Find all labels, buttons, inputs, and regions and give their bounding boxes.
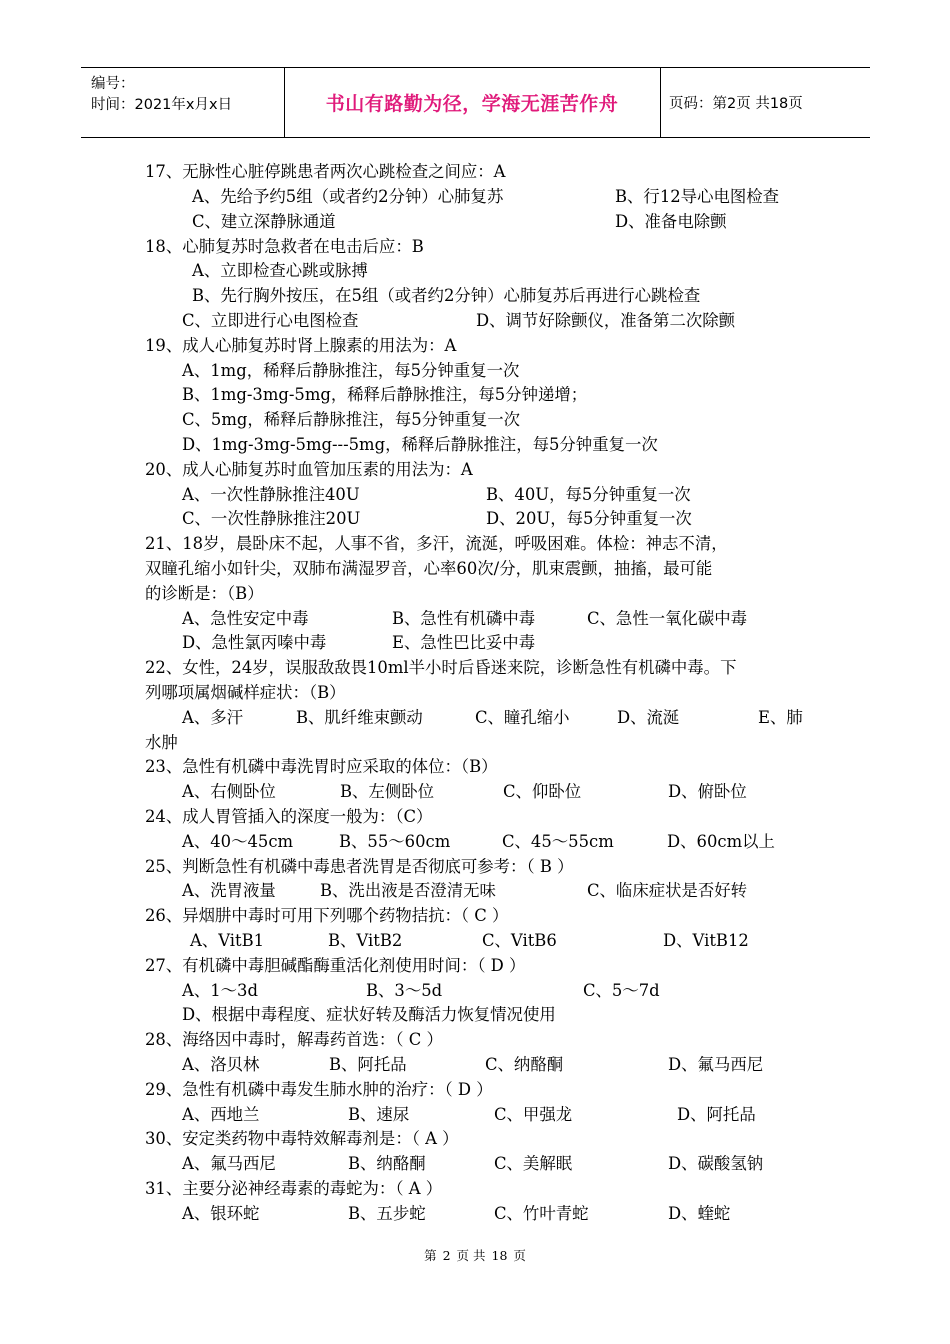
option-text: B、3～5d xyxy=(366,981,443,1000)
option-text: D、流涎 xyxy=(617,708,680,727)
option-text: B、左侧卧位 xyxy=(340,782,434,801)
option-text: A、急性安定中毒 xyxy=(182,609,309,628)
option-text: D、氟马西尼 xyxy=(668,1055,764,1074)
option-text: A、洗胃液量 xyxy=(182,881,276,900)
option-text: D、根据中毒程度、症状好转及酶活力恢复情况使用 xyxy=(182,1005,556,1024)
question-line: 31、主要分泌神经毒素的毒蛇为：（ A ） xyxy=(145,1179,443,1198)
option-text: C、仰卧位 xyxy=(503,782,582,801)
option-text: D、20U，每5分钟重复一次 xyxy=(486,509,692,528)
question-line: 17、无脉性心脏停跳患者两次心跳检查之间应：A xyxy=(145,162,506,181)
question-line: 列哪项属烟碱样症状：（B） xyxy=(145,683,346,702)
option-text: B、肌纤维束颤动 xyxy=(296,708,423,727)
footer-page-number: 2 xyxy=(442,1248,451,1263)
option-text: D、VitB12 xyxy=(663,931,749,950)
option-text: C、纳酪酮 xyxy=(485,1055,564,1074)
footer-mid: 页 共 xyxy=(456,1248,486,1263)
question-line: 的诊断是：（B） xyxy=(145,584,264,603)
option-text: B、先行胸外按压，在5组（或者约2分钟）心肺复苏后再进行心跳检查 xyxy=(192,286,701,305)
question-line: 27、有机磷中毒胆碱酯酶重活化剂使用时间：（ D ） xyxy=(145,956,526,975)
header-date-label: 时间：2021年x月x日 xyxy=(91,97,233,113)
option-text: A、立即检查心跳或脉搏 xyxy=(192,261,368,280)
option-text: B、急性有机磷中毒 xyxy=(392,609,536,628)
option-text: C、甲强龙 xyxy=(494,1105,573,1124)
option-text: B、阿托品 xyxy=(329,1055,407,1074)
footer-prefix: 第 xyxy=(424,1248,437,1263)
question-line: 22、女性，24岁，误服敌敌畏10ml半小时后昏迷来院，诊断急性有机磷中毒。下 xyxy=(145,658,737,677)
header-number-label: 编号： xyxy=(91,76,135,92)
header-page-label: 页码：第2页 共18页 xyxy=(669,96,803,112)
option-text: C、建立深静脉通道 xyxy=(192,212,336,231)
header-meta xyxy=(91,74,232,116)
option-text: A、西地兰 xyxy=(182,1105,260,1124)
option-text: D、阿托品 xyxy=(677,1105,756,1124)
question-line: 26、异烟肼中毒时可用下列哪个药物拮抗：（ C ） xyxy=(145,906,509,925)
question-line: 21、18岁，晨卧床不起，人事不省，多汗，流涎，呼吸困难。体检：神志不清， xyxy=(145,534,728,553)
option-text: B、VitB2 xyxy=(328,931,403,950)
option-text: E、肺 xyxy=(758,708,803,727)
footer-total-pages: 18 xyxy=(491,1248,508,1263)
option-text: C、VitB6 xyxy=(482,931,557,950)
question-line: 19、成人心肺复苏时肾上腺素的用法为：A xyxy=(145,336,457,355)
option-text: A、氟马西尼 xyxy=(182,1154,276,1173)
option-text: C、临床症状是否好转 xyxy=(587,881,748,900)
option-text: D、蝰蛇 xyxy=(668,1204,731,1223)
option-text: D、准备电除颤 xyxy=(615,212,727,231)
option-text: D、急性氯丙嗪中毒 xyxy=(182,633,327,652)
option-text: D、调节好除颤仪，准备第二次除颤 xyxy=(476,311,735,330)
question-line: 28、海络因中毒时，解毒药首选：（ C ） xyxy=(145,1030,443,1049)
option-text: C、5mg，稀释后静脉推注，每5分钟重复一次 xyxy=(182,410,521,429)
header-divider xyxy=(660,68,661,137)
option-text: A、洛贝林 xyxy=(182,1055,260,1074)
option-text: D、碳酸氢钠 xyxy=(668,1154,764,1173)
option-text: C、竹叶青蛇 xyxy=(494,1204,589,1223)
option-text: C、5～7d xyxy=(583,981,660,1000)
question-line: 20、成人心肺复苏时血管加压素的用法为：A xyxy=(145,460,473,479)
option-text: A、1～3d xyxy=(182,981,258,1000)
header-motto: 书山有路勤为径，学海无涯苦作舟 xyxy=(325,93,619,115)
option-text: A、多汗 xyxy=(182,708,244,727)
option-text: C、45～55cm xyxy=(502,832,614,851)
question-line: 24、成人胃管插入的深度一般为：（C） xyxy=(145,807,433,826)
question-line: 23、急性有机磷中毒洗胃时应采取的体位：（B） xyxy=(145,757,498,776)
option-text: A、VitB1 xyxy=(190,931,265,950)
page-header xyxy=(81,67,870,138)
option-text: B、55～60cm xyxy=(339,832,451,851)
option-text: C、瞳孔缩小 xyxy=(475,708,570,727)
footer-suffix: 页 xyxy=(513,1248,526,1263)
option-text: A、右侧卧位 xyxy=(182,782,276,801)
option-text: A、1mg，稀释后静脉推注，每5分钟重复一次 xyxy=(182,361,520,380)
question-line: 水肿 xyxy=(145,733,178,752)
option-text: B、洗出液是否澄清无味 xyxy=(320,881,496,900)
option-text: A、一次性静脉推注40U xyxy=(182,485,360,504)
option-text: D、俯卧位 xyxy=(668,782,747,801)
question-line: 25、判断急性有机磷中毒患者洗胃是否彻底可参考：（ B ） xyxy=(145,857,574,876)
option-text: D、1mg-3mg-5mg---5mg，稀释后静脉推注，每5分钟重复一次 xyxy=(182,435,658,454)
page-footer xyxy=(0,1246,950,1264)
option-text: B、行12导心电图检查 xyxy=(615,187,780,206)
option-text: B、1mg-3mg-5mg，稀释后静脉推注，每5分钟递增； xyxy=(182,385,588,404)
option-text: B、速尿 xyxy=(348,1105,410,1124)
option-text: D、60cm以上 xyxy=(667,832,775,851)
option-text: A、银环蛇 xyxy=(182,1204,260,1223)
option-text: C、一次性静脉推注20U xyxy=(182,509,361,528)
option-text: C、美解眠 xyxy=(494,1154,573,1173)
option-text: E、急性巴比妥中毒 xyxy=(392,633,536,652)
option-text: C、急性一氧化碳中毒 xyxy=(587,609,748,628)
question-line: 30、安定类药物中毒特效解毒剂是：（ A ） xyxy=(145,1129,459,1148)
question-line: 29、急性有机磷中毒发生肺水肿的治疗：（ D ） xyxy=(145,1080,493,1099)
question-line: 双瞳孔缩小如针尖，双肺布满湿罗音，心率60次/分，肌束震颤，抽搐，最可能 xyxy=(145,559,713,578)
option-text: B、40U，每5分钟重复一次 xyxy=(486,485,691,504)
option-text: A、先给予约5组（或者约2分钟）心肺复苏 xyxy=(192,187,504,206)
option-text: B、纳酪酮 xyxy=(348,1154,426,1173)
question-line: 18、心肺复苏时急救者在电击后应：B xyxy=(145,237,424,256)
option-text: A、40～45cm xyxy=(182,832,294,851)
option-text: B、五步蛇 xyxy=(348,1204,426,1223)
option-text: C、立即进行心电图检查 xyxy=(182,311,359,330)
